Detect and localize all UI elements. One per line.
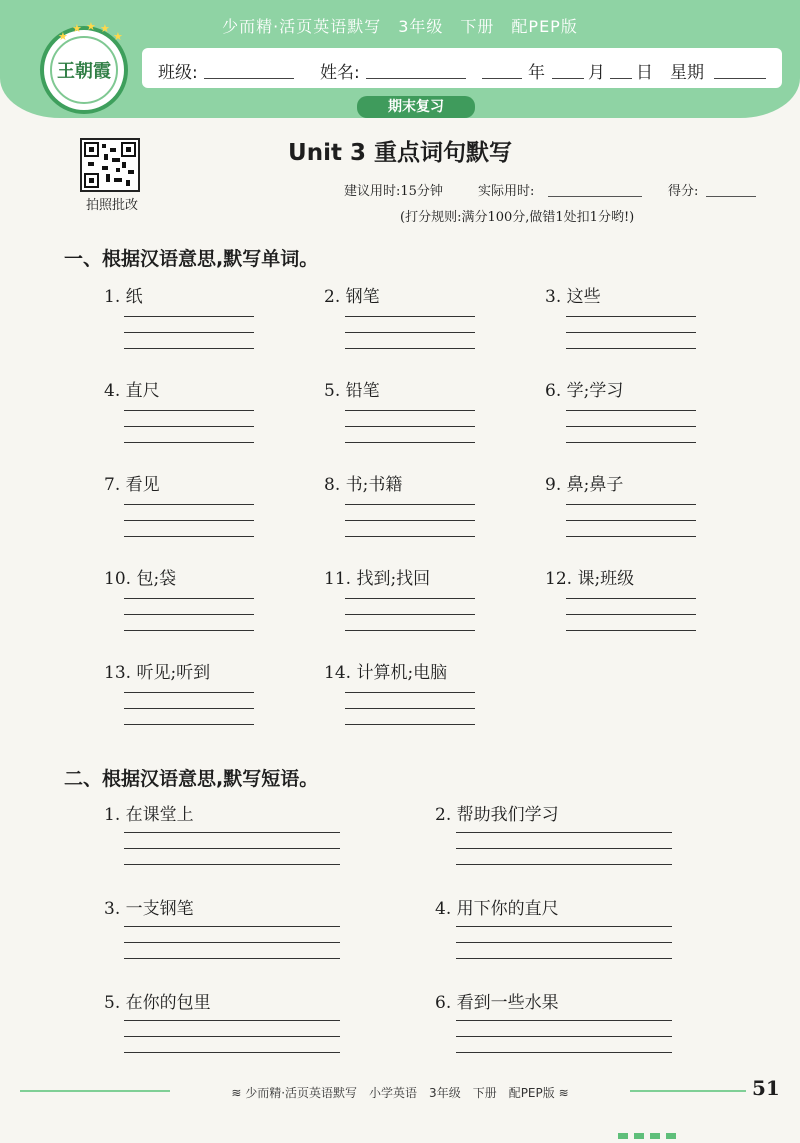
footer-wave: [20, 1090, 170, 1092]
qr-code-icon[interactable]: [80, 138, 140, 192]
suggested-time: 建议用时:15分钟: [344, 184, 443, 199]
answer-lines[interactable]: [566, 504, 696, 552]
answer-lines[interactable]: [456, 1020, 672, 1068]
star-icon: ★: [58, 30, 68, 43]
page-number: 51: [752, 1076, 780, 1100]
answer-lines[interactable]: [124, 598, 254, 646]
answer-lines[interactable]: [345, 692, 475, 740]
phrase-item: 2. 帮助我们学习: [435, 805, 559, 825]
weekday-label: 星期: [670, 63, 704, 83]
final-review-tab: 期末复习: [357, 96, 475, 118]
answer-lines[interactable]: [124, 316, 254, 364]
word-item: 3. 这些: [545, 287, 601, 307]
phrase-item: 6. 看到一些水果: [435, 993, 559, 1013]
student-info-bar: [142, 48, 782, 88]
phrase-item: 3. 一支钢笔: [104, 899, 194, 919]
word-item: 5. 铅笔: [324, 381, 380, 401]
month-label: 月: [588, 63, 605, 83]
footer-wave: [630, 1090, 746, 1092]
class-field[interactable]: [204, 78, 294, 79]
answer-lines[interactable]: [456, 832, 672, 880]
bottom-marks: [618, 1124, 682, 1143]
word-item: 10. 包;袋: [104, 569, 177, 589]
answer-lines[interactable]: [566, 598, 696, 646]
name-field[interactable]: [366, 78, 466, 79]
actual-time-label: 实际用时:: [478, 184, 535, 199]
weekday-field[interactable]: [714, 78, 766, 79]
answer-lines[interactable]: [124, 926, 340, 974]
section1-heading: 一、根据汉语意思,默写单词。: [64, 248, 319, 270]
word-item: 7. 看见: [104, 475, 160, 495]
answer-lines[interactable]: [124, 832, 340, 880]
word-item: 2. 钢笔: [324, 287, 380, 307]
scoring-rule: (打分规则:满分100分,做错1处扣1分哟!): [400, 210, 635, 225]
answer-lines[interactable]: [345, 504, 475, 552]
answer-lines[interactable]: [566, 410, 696, 458]
section2-heading: 二、根据汉语意思,默写短语。: [64, 768, 319, 790]
day-label: 日: [636, 63, 653, 83]
star-icon: ★: [72, 22, 82, 35]
word-item: 14. 计算机;电脑: [324, 663, 448, 683]
answer-lines[interactable]: [124, 410, 254, 458]
star-icon: ★: [100, 22, 110, 35]
year-field[interactable]: [482, 78, 522, 79]
star-icon: ★: [113, 30, 123, 43]
answer-lines[interactable]: [345, 410, 475, 458]
phrase-item: 5. 在你的包里: [104, 993, 211, 1013]
score-label: 得分:: [668, 184, 699, 199]
class-label: 班级:: [158, 63, 198, 83]
logo-text: 王朝霞: [50, 36, 118, 104]
month-field[interactable]: [552, 78, 584, 79]
answer-lines[interactable]: [345, 316, 475, 364]
word-item: 1. 纸: [104, 287, 143, 307]
word-item: 9. 鼻;鼻子: [545, 475, 624, 495]
word-item: 6. 学;学习: [545, 381, 624, 401]
series-title: 少而精·活页英语默写 3年级 下册 配PEP版: [222, 17, 578, 36]
qr-label: 拍照批改: [85, 198, 138, 213]
name-label: 姓名:: [320, 63, 360, 83]
word-item: 12. 课;班级: [545, 569, 635, 589]
answer-lines[interactable]: [566, 316, 696, 364]
word-item: 13. 听见;听到: [104, 663, 211, 683]
word-item: 4. 直尺: [104, 381, 160, 401]
footer-text: ≋ 少而精·活页英语默写 小学英语 3年级 下册 配PEP版 ≋: [231, 1086, 569, 1100]
answer-lines[interactable]: [124, 504, 254, 552]
answer-lines[interactable]: [124, 692, 254, 740]
day-field[interactable]: [610, 78, 632, 79]
phrase-item: 4. 用下你的直尺: [435, 899, 559, 919]
actual-time-field[interactable]: [548, 196, 642, 197]
answer-lines[interactable]: [345, 598, 475, 646]
score-field[interactable]: [706, 196, 756, 197]
page-title: Unit 3 重点词句默写: [288, 140, 512, 166]
phrase-item: 1. 在课堂上: [104, 805, 194, 825]
star-icon: ★: [86, 20, 96, 33]
word-item: 8. 书;书籍: [324, 475, 403, 495]
year-label: 年: [528, 63, 545, 83]
answer-lines[interactable]: [456, 926, 672, 974]
answer-lines[interactable]: [124, 1020, 340, 1068]
word-item: 11. 找到;找回: [324, 569, 431, 589]
